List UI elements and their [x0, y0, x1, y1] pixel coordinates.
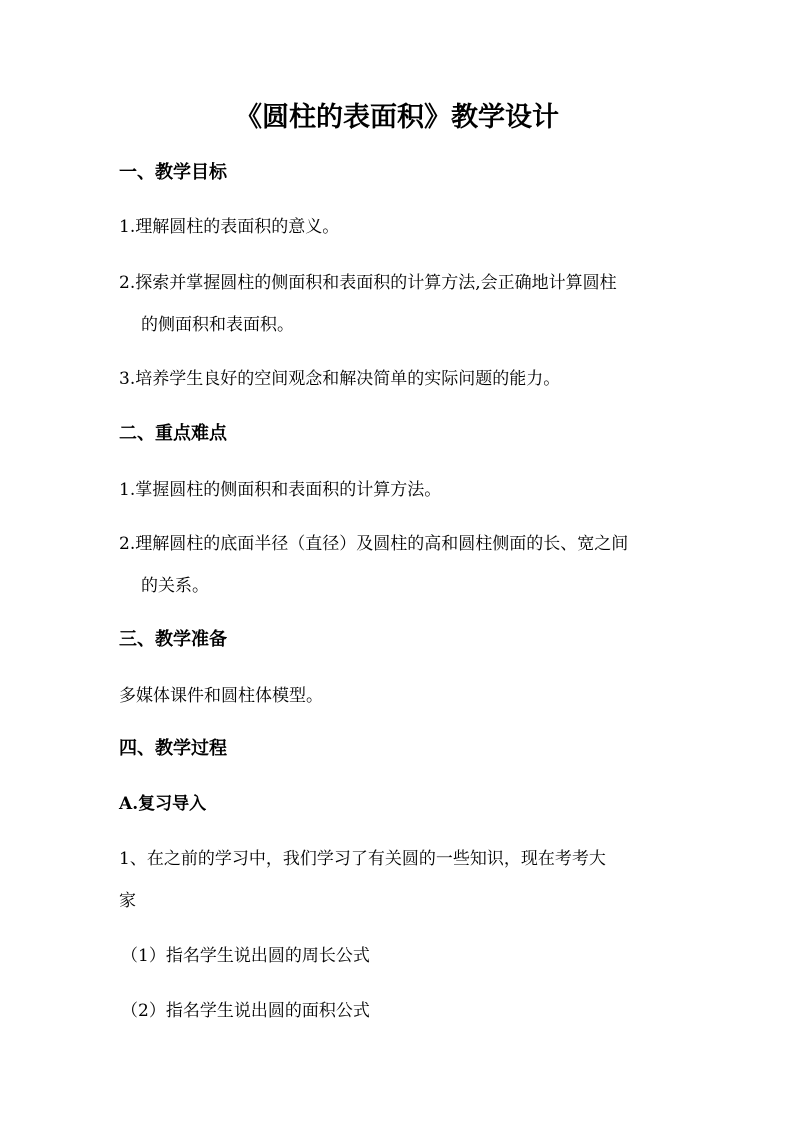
objective-item-1: 1.理解圆柱的表面积的意义。: [119, 217, 340, 237]
section-heading-key-points: 二、重点难点: [119, 423, 227, 444]
process-subheading-review: A.复习导入: [119, 794, 207, 814]
section-heading-process: 四、教学过程: [119, 738, 227, 759]
process-subitem-1: （1）指名学生说出圆的周长公式: [121, 946, 370, 966]
objective-item-2: 2.探索并掌握圆柱的侧面积和表面积的计算方法,会正确地计算圆柱: [119, 273, 617, 293]
section-heading-preparation: 三、教学准备: [119, 629, 227, 650]
key-point-item-2-continued: 的关系。: [141, 576, 209, 596]
process-item-1: 1、在之前的学习中，我们学习了有关圆的一些知识，现在考考大: [119, 849, 606, 869]
objective-item-3: 3.培养学生良好的空间观念和解决简单的实际问题的能力。: [119, 369, 561, 389]
objective-item-2-continued: 的侧面积和表面积。: [141, 315, 294, 335]
preparation-text: 多媒体课件和圆柱体模型。: [119, 686, 323, 706]
process-item-1-continued: 家: [119, 891, 136, 911]
key-point-item-2: 2.理解圆柱的底面半径（直径）及圆柱的高和圆柱侧面的长、宽之间: [119, 534, 629, 554]
document-title: 《圆柱的表面积》教学设计: [235, 102, 559, 133]
process-subitem-2: （2）指名学生说出圆的面积公式: [121, 1001, 370, 1021]
section-heading-objectives: 一、教学目标: [119, 162, 227, 183]
key-point-item-1: 1.掌握圆柱的侧面积和表面积的计算方法。: [119, 480, 442, 500]
